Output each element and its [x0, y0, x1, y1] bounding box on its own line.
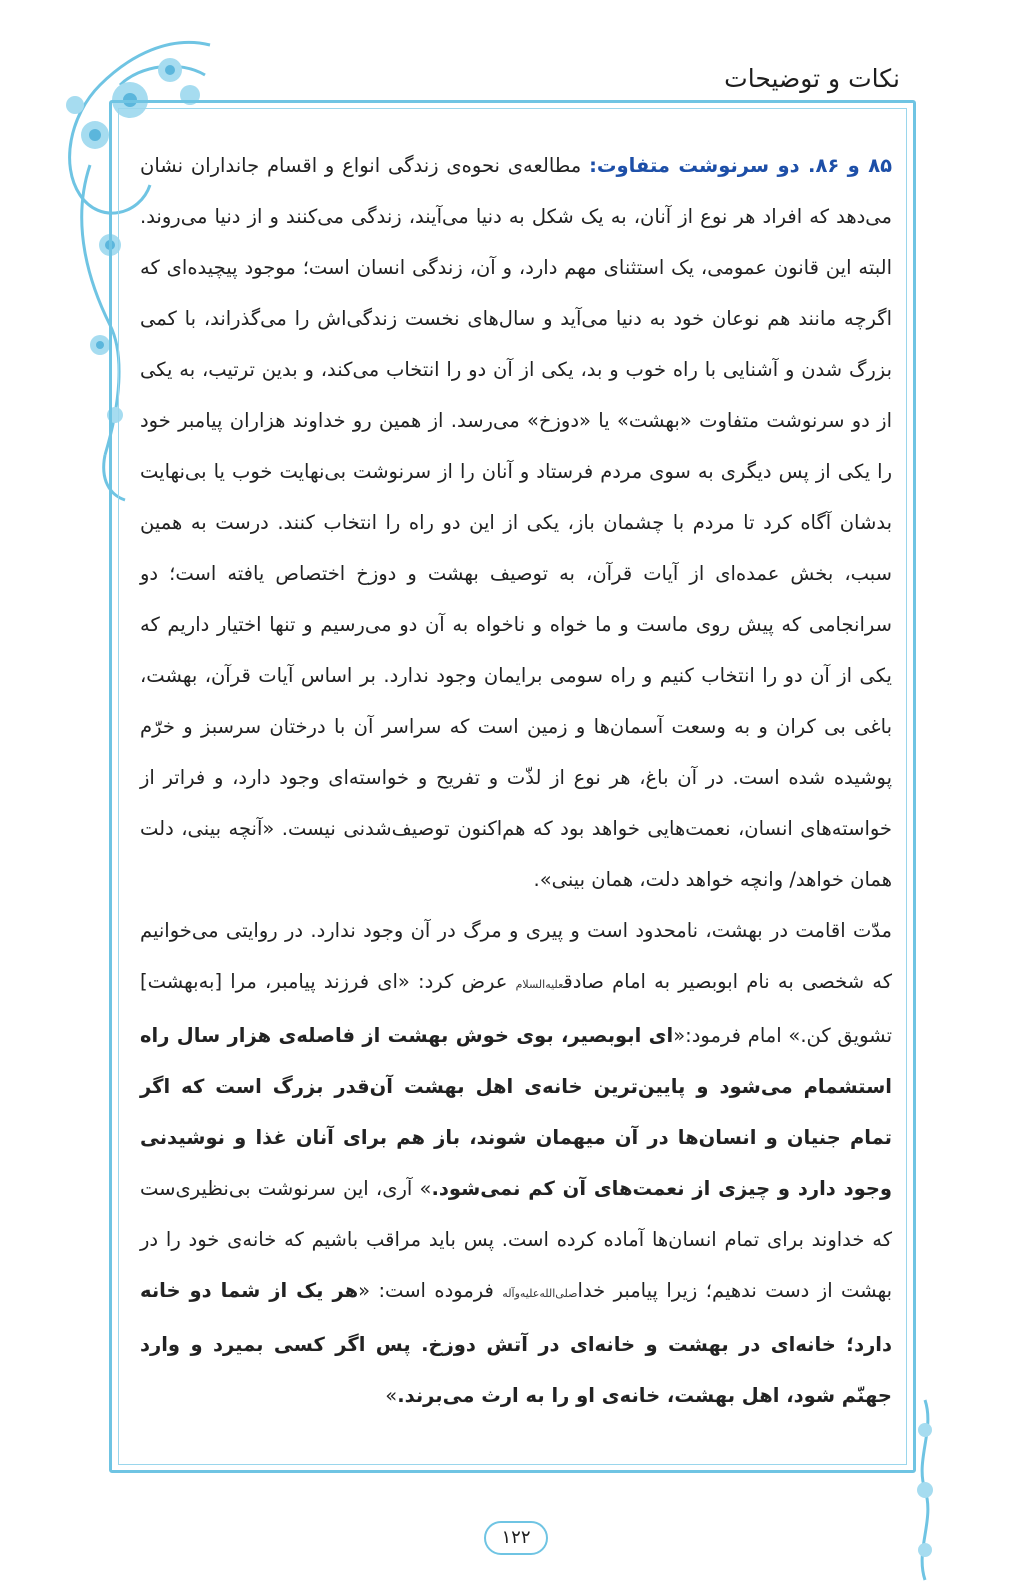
paragraph-text: » آری، این سرنوشت بی‌نظیری‌ست که خداوند برای تمام انسان‌ها آماده کرده است. پس باید مراقب باشیم که خانه‌ی خود را در بهشت از دست ندهیم؛ زیرا پیامبر خدا — [140, 1177, 892, 1302]
page-number: ۱۲۲ — [484, 1521, 548, 1555]
body-text — [140, 140, 892, 1450]
honorific-prophet: صلی‌الله‌علیه‌وآله — [502, 1287, 578, 1300]
hadith-quote: ای ابوبصیر، بوی خوش بهشت از فاصله‌ی هزار سال راه استشمام می‌شود و پایین‌ترین خانه‌ی اهل بهشت آن‌قدر بزرگ است که اگر تمام جنیان و انسان‌ها در آن میهمان شوند، باز هم برای آنان غذا و نوشیدنی وجود دارد و چیزی از نعمت‌های آن کم نمی‌شود. — [140, 1024, 892, 1200]
hadith-quote: هر یک از شما دو خانه دارد؛ خانه‌ای در بهشت و خانه‌ای در آتش دوزخ. پس اگر کسی بمیرد و وارد جهنّم شود، اهل بهشت، خانه‌ی او را به ارث می‌برند. — [140, 1279, 892, 1407]
paragraph-text: مطالعه‌ی نحوه‌ی زندگی انواع و اقسام جانداران نشان می‌دهد که افراد هر نوع از آنان، به یک شکل به دنیا می‌آیند، زندگی می‌کنند و از دنیا می‌روند. البته این قانون عمومی، یک استثنای مهم دارد، و آن، زندگی انسان است؛ موجود پیچیده‌ای که اگرچه مانند هم نوعان خود به دنیا می‌آید و سال‌های نخست زندگی‌اش را می‌گذراند، با کمی بزرگ شدن و آشنایی با راه خوب و بد، یکی از آن دو را انتخاب می‌کند، و بدین ترتیب، به یکی از دو سرنوشت متفاوت «بهشت» یا «دوزخ» می‌رسد. از همین رو خداوند هزاران پیامبر خود را یکی از پس دیگری به سوی مردم فرستاد و آنان را از سرنوشت بی‌نهایت خوب یا بی‌نهایت بدشان آگاه کرد تا مردم با چشمان باز، یکی از این دو راه را انتخاب کنند. درست به همین سبب، بخش عمده‌ای از آیات قرآن، به توصیف بهشت و دوزخ اختصاص یافته است؛ دو سرانجامی که پیش روی ماست و ما خواه و ناخواه به آن دو می‌رسیم و تنها اختیار داریم که یکی از آن دو را انتخاب کنیم و راه سومی برایمان وجود ندارد. بر اساس آیات قرآن، بهشت، باغی بی کران و به وسعت آسمان‌ها و زمین است که سراسر آن با درختان سرسبز و خرّم پوشیده شده است. در آن باغ، هر نوع از لذّت و تفریح و خواسته‌ای وجود دارد، و فراتر از خواسته‌های انسان، نعمت‌هایی خواهد بود که هم‌اکنون توصیف‌شدنی نیست. «آنچه بینی، دلت همان خواهد/ وانچه خواهد دلت، همان بینی». — [140, 154, 892, 891]
paragraph-destinies — [140, 140, 892, 905]
section-title: نکات و توضیحات — [724, 64, 900, 93]
paragraph-text: عرض کرد: «ای فرزند پیامبر، مرا [به‌بهشت] تشویق کن.» امام فرمود:« — [140, 970, 892, 1047]
paragraph-text: » — [385, 1384, 398, 1407]
paragraph-text: مدّت اقامت در بهشت، نامحدود است و پیری و مرگ در آن وجود ندارد. در روایتی می‌خوانیم که شخصی به نام ابوبصیر به امام صادق — [140, 919, 892, 993]
paragraph-paradise — [140, 905, 892, 1421]
honorific-imam: علیه‌السلام — [515, 978, 564, 991]
paragraph-text: فرموده است: « — [358, 1279, 503, 1302]
paragraph-heading: ۸۵ و ۸۶. دو سرنوشت متفاوت: — [589, 154, 893, 177]
